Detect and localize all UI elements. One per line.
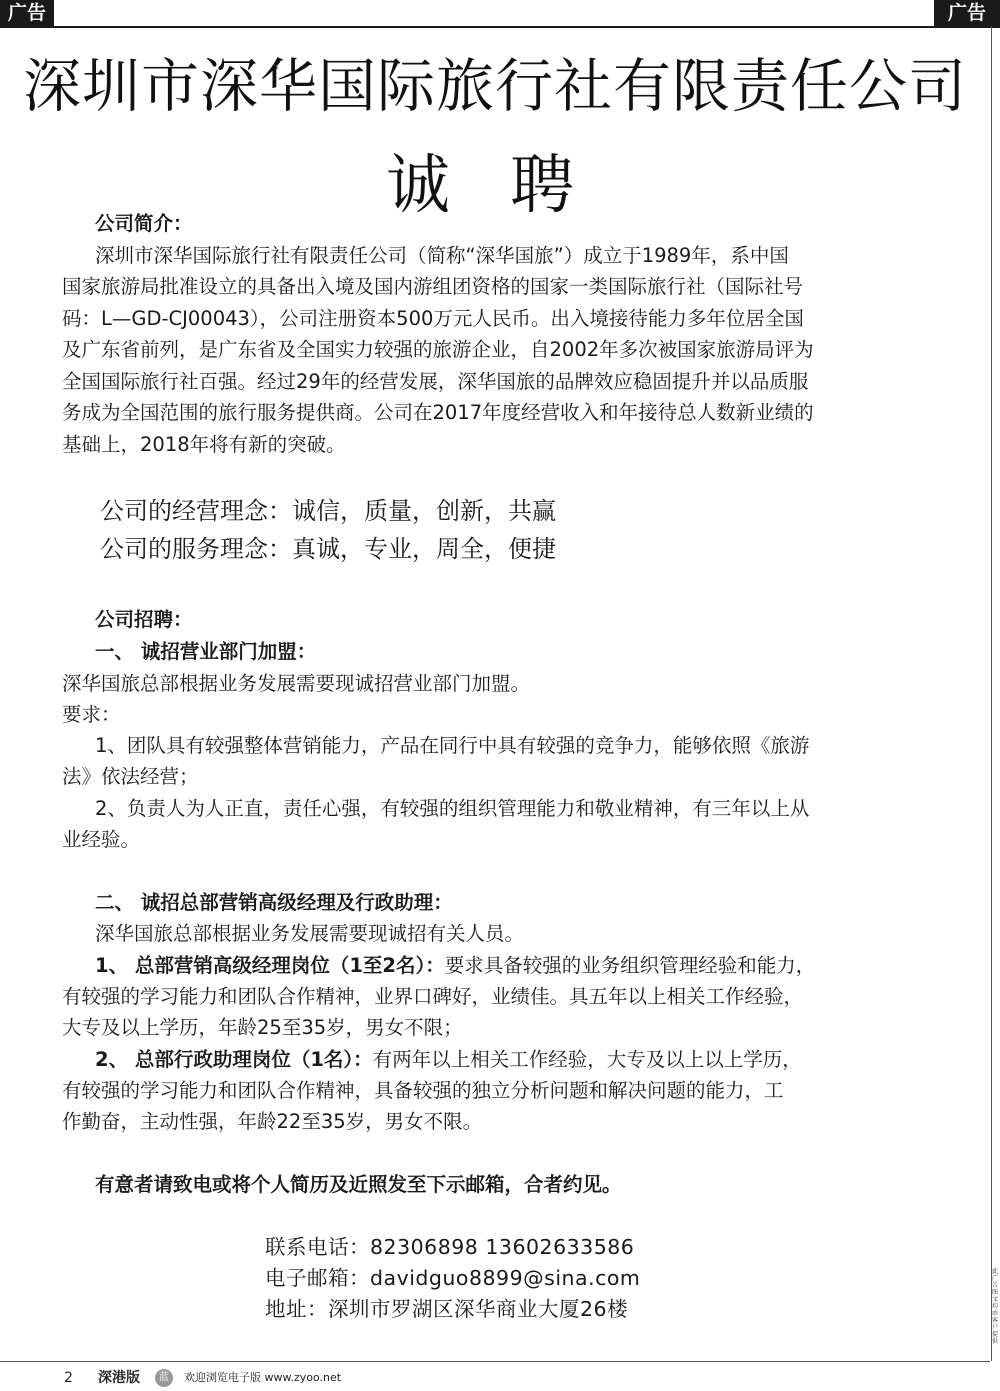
- section2-title: 二、 诚招总部营销高级经理及行政助理：: [95, 891, 453, 914]
- call-to-action: 有意者请致电或将个人简历及近照发至下示邮箱，合者约见。: [95, 1173, 622, 1196]
- requirement-1-line: 法》依法经营；: [62, 765, 199, 788]
- ad-label-right: 广告: [934, 0, 1000, 26]
- side-note: 此广告图文均由客户提供: [992, 1268, 999, 1345]
- top-rule: [0, 26, 1000, 28]
- intro-line: 国家旅游局批准设立的具备出入境及国内游组团资格的国家一类国际旅行社（国际社号: [62, 275, 804, 298]
- publication-logo-icon: 蓝: [155, 1369, 173, 1387]
- intro-line: 深圳市深华国际旅行社有限责任公司（简称“深华国旅”）成立于1989年，系中国: [95, 244, 789, 267]
- job-2-title: 2、 总部行政助理岗位（1名）：: [95, 1048, 373, 1071]
- side-rule: [991, 26, 992, 1361]
- intro-line: 务成为全国范围的旅行服务提供商。公司在2017年度经营收入和年接待总人数新业绩的: [62, 401, 814, 424]
- requirement-2-line: 2、负责人为人正直，责任心强，有较强的组织管理能力和敬业精神，有三年以上从: [95, 797, 810, 820]
- requirement-2-line: 业经验。: [62, 828, 141, 851]
- job-1-line: 有较强的学习能力和团队合作精神，业界口碑好，业绩佳。具五年以上相关工作经验，: [62, 985, 804, 1008]
- headline: 诚聘: [386, 149, 634, 223]
- job-2-text: 有两年以上相关工作经验，大专及以上以上学历，: [372, 1048, 802, 1071]
- page-number: 2: [64, 1370, 73, 1386]
- job-2-first-line: [95, 1046, 802, 1074]
- intro-line: 全国国际旅行社百强。经过29年的经营发展，深华国旅的品牌效应稳固提升并以品质服: [62, 370, 809, 393]
- intro-line: 基础上，2018年将有新的突破。: [62, 433, 346, 456]
- job-2-line: 作勤奋，主动性强，年龄22至35岁，男女不限。: [62, 1110, 483, 1133]
- intro-line: 码：L—GD-CJ00043），公司注册资本500万元人民币。出入境接待能力多年位居全国: [62, 307, 804, 330]
- intro-heading: 公司简介：: [95, 212, 193, 235]
- section2-desc: 深华国旅总部根据业务发展需要现诚招有关人员。: [95, 922, 525, 945]
- footer: [0, 1366, 990, 1390]
- business-philosophy: 公司的经营理念：诚信，质量，创新，共赢: [100, 497, 556, 525]
- footer-rule: [0, 1361, 990, 1362]
- job-1-first-line: [95, 952, 815, 980]
- ad-label-left: 广告: [0, 0, 54, 26]
- contact-phone: 联系电话：82306898 13602633586: [265, 1235, 635, 1259]
- job-2-line: 有较强的学习能力和团队合作精神，具备较强的独立分析问题和解决问题的能力，工: [62, 1079, 784, 1102]
- contact-address: 地址：深圳市罗湖区深华商业大厦26楼: [265, 1297, 629, 1321]
- job-1-line: 大专及以上学历，年龄25至35岁，男女不限；: [62, 1016, 463, 1039]
- intro-line: 及广东省前列，是广东省及全国实力较强的旅游企业，自2002年多次被国家旅游局评为: [62, 338, 814, 361]
- contact-email[interactable]: 电子邮箱：davidguo8899@sina.com: [265, 1266, 641, 1290]
- requirements-label: 要求：: [62, 703, 121, 726]
- service-philosophy: 公司的服务理念：真诚，专业，周全，便捷: [100, 535, 556, 563]
- section1-desc: 深华国旅总部根据业务发展需要现诚招营业部门加盟。: [62, 672, 531, 695]
- requirement-1-line: 1、团队具有较强整体营销能力，产品在同行中具有较强的竞争力，能够依照《旅游: [95, 734, 810, 757]
- company-title: 深圳市深华国际旅行社有限责任公司: [22, 52, 967, 120]
- edition-label: 深港版: [98, 1370, 140, 1386]
- job-1-title: 1、 总部营销高级经理岗位（1至2名）：: [95, 954, 445, 977]
- website-link[interactable]: 欢迎浏览电子版 www.zyoo.net: [184, 1371, 342, 1384]
- section1-title: 一、 诚招营业部门加盟：: [95, 640, 317, 663]
- job-1-text: 要求具备较强的业务组织管理经验和能力，: [444, 954, 816, 977]
- recruit-heading: 公司招聘：: [95, 608, 193, 631]
